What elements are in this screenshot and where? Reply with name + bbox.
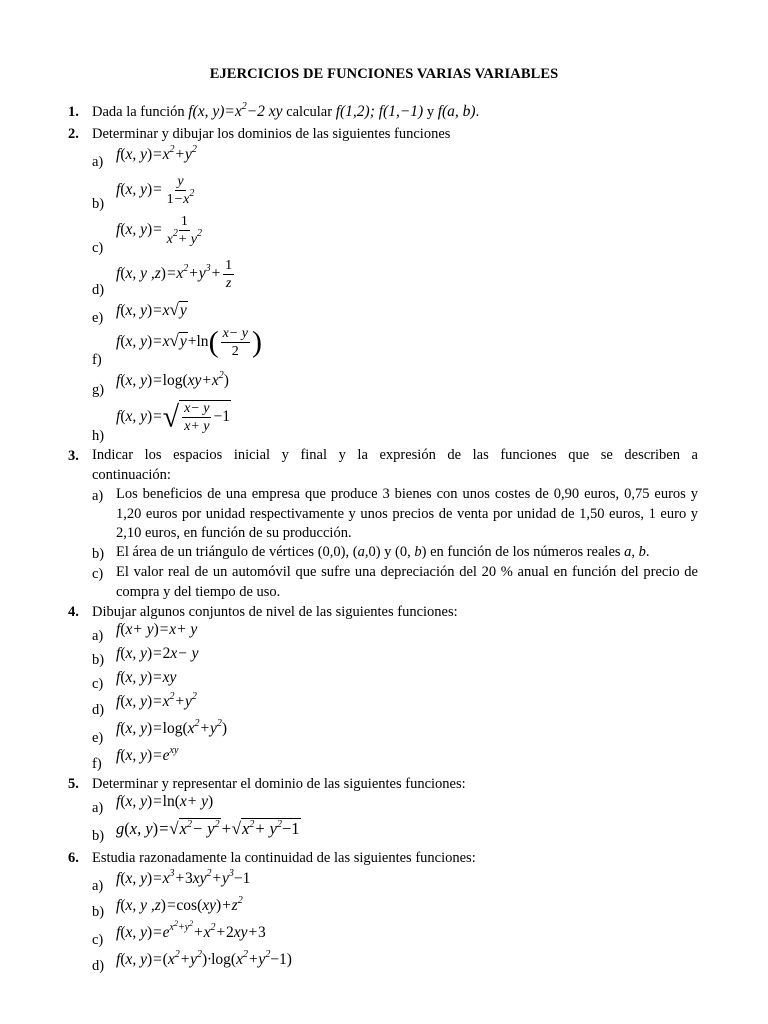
q2-label-d: d) [92,282,105,298]
q4-label-b: b) [92,652,105,668]
q4-formula-e: f(x, $y)=\log(x^2+y^2)$ [116,718,228,737]
q5-formula-a: f(x, y)=ln(x+ y) [116,793,214,810]
q4-label-d: d) [92,702,105,718]
q6-statement: Estudia razonadamente la continuidad de las siguientes funciones: [92,850,476,866]
q1-expr-b: f(a, b) [437,103,476,120]
q6-number: 6. [68,850,79,866]
q6-label-c: c) [92,932,104,948]
q4-formula-c: f(x, y)=xy [116,669,177,686]
q2-label-b: b) [92,196,105,212]
q6-label-d: d) [92,958,105,974]
q2-number: 2. [68,126,79,142]
q2-formula-a: f(x, $y)=x^2+y^2$ [116,144,197,163]
q3-item-c: El valor real de un automóvil que sufre una depreciación del 20 % anual en función del precio de compra y del tiempo de uso. [116,564,698,600]
q2-label-e: e) [92,310,104,326]
q2-formula-g: f(x, $y)=\log(xy+x^2)$ [116,370,229,389]
q6-formula-c: f(x, $y)=e^{x^2+y^2}+x^2+2xy+3$ [116,919,266,941]
q5-statement: Determinar y representar el dominio de las siguientes funciones: [92,776,466,792]
q2-label-c: c) [92,240,104,256]
q2-formula-h: f(x, y)=√ $\frac{x- y}{x+ y}$ −1 [116,400,230,434]
q1-function [188,103,282,120]
q2-formula-f: f(x, y)=x√y+ln( $\frac{x- y}{2}$ ) [116,325,262,359]
q3-label-c: c) [92,566,104,582]
q1-sup: 2 [241,101,247,112]
q4-statement: Dibujar algunos conjuntos de nivel de las siguientes funciones: [92,604,458,620]
q2-label-h: h) [92,428,105,444]
q2-label-f: f) [92,352,102,368]
q1-text-a: Dada la función [92,104,185,120]
q4-formula-a: f(x+ y)=x+ y [116,621,198,638]
q2-formula-c: f(x, y)= $\frac{1}{x^2+ y^2}$ [116,214,203,247]
q5-label-b: b) [92,828,105,844]
q4-label-e: e) [92,730,104,746]
q2-formula-b: f(x, y)= $\frac{y}{1-x^2}$ [116,174,195,207]
q1-func-a: f(x, y)=x [188,103,242,120]
q1-expr-a: f(1,2); f(1,−1) [335,103,424,120]
q4-formula-b: f(x, y)=2x− y [116,645,199,662]
q2-formula-e: f(x, y)=x√y [116,300,187,319]
q3-line2: continuación: [92,467,171,483]
page-title: EJERCICIOS DE FUNCIONES VARIAS VARIABLES [209,66,559,82]
q5-number: 5. [68,776,79,792]
q6-label-b: b) [92,904,105,920]
q3-item-a: Los beneficios de una empresa que produce 3 bienes con unos costes de 0,90 euros, 0,75 euros y 1,20 euros por unidad respectivamente y unos precios de venta por unidad de 1,50 euros, 1 euro y 2,10 euros, en función de su producción. [116,486,698,541]
q2-label-g: g) [92,382,105,398]
q4-formula-d: f(x, $y)=x^2+y^2$ [116,691,197,710]
q6-formula-b: f(x, y $,z)=\cos(xy)+z^2$ [116,895,243,914]
q5-formula-b: g(x, $y)=√x^2- y^2+√x^2+ y^2-1$ [116,819,300,838]
q1-func-b: −2 xy [246,103,283,120]
q4-formula-f: f(x, $y)=e^{xy}$ [116,745,179,764]
q2-formula-d: f(x, y $,z)=x^2+y^3+$ $\frac{1}{z}$ [116,258,233,291]
q1-text-c: y [426,104,435,120]
q2-statement: Determinar y dibujar los dominios de las siguientes funciones [92,126,451,142]
q6-formula-d: f(x, $y)=(x^2+y^2)\cdot\log(x^2+y^2-1)$ [116,949,292,968]
q3-number: 3. [68,448,79,464]
q5-label-a: a) [92,800,104,816]
q3-item-b: El área de un triángulo de vértices (0,0), (a,0) y (0, b) en función de los números reales a, b. [116,544,650,560]
q1-statement [92,101,480,120]
q4-number: 4. [68,604,79,620]
q4-label-a: a) [92,628,104,644]
q6-label-a: a) [92,878,104,894]
q1-end: . [475,104,480,120]
q4-label-c: c) [92,676,104,692]
q3-label-b: b) [92,546,105,562]
q6-formula-a: f(x, $y)=x^3+3xy^2+y^3-1$ [116,868,251,887]
q1-text-b: calcular [286,104,333,120]
q2-label-a: a) [92,154,104,170]
q3-line1: Indicar los espacios inicial y final y la expresión de las funciones que se describen a [92,447,698,463]
q4-label-f: f) [92,756,102,772]
q1-number: 1. [68,104,79,120]
q3-label-a: a) [92,488,104,504]
